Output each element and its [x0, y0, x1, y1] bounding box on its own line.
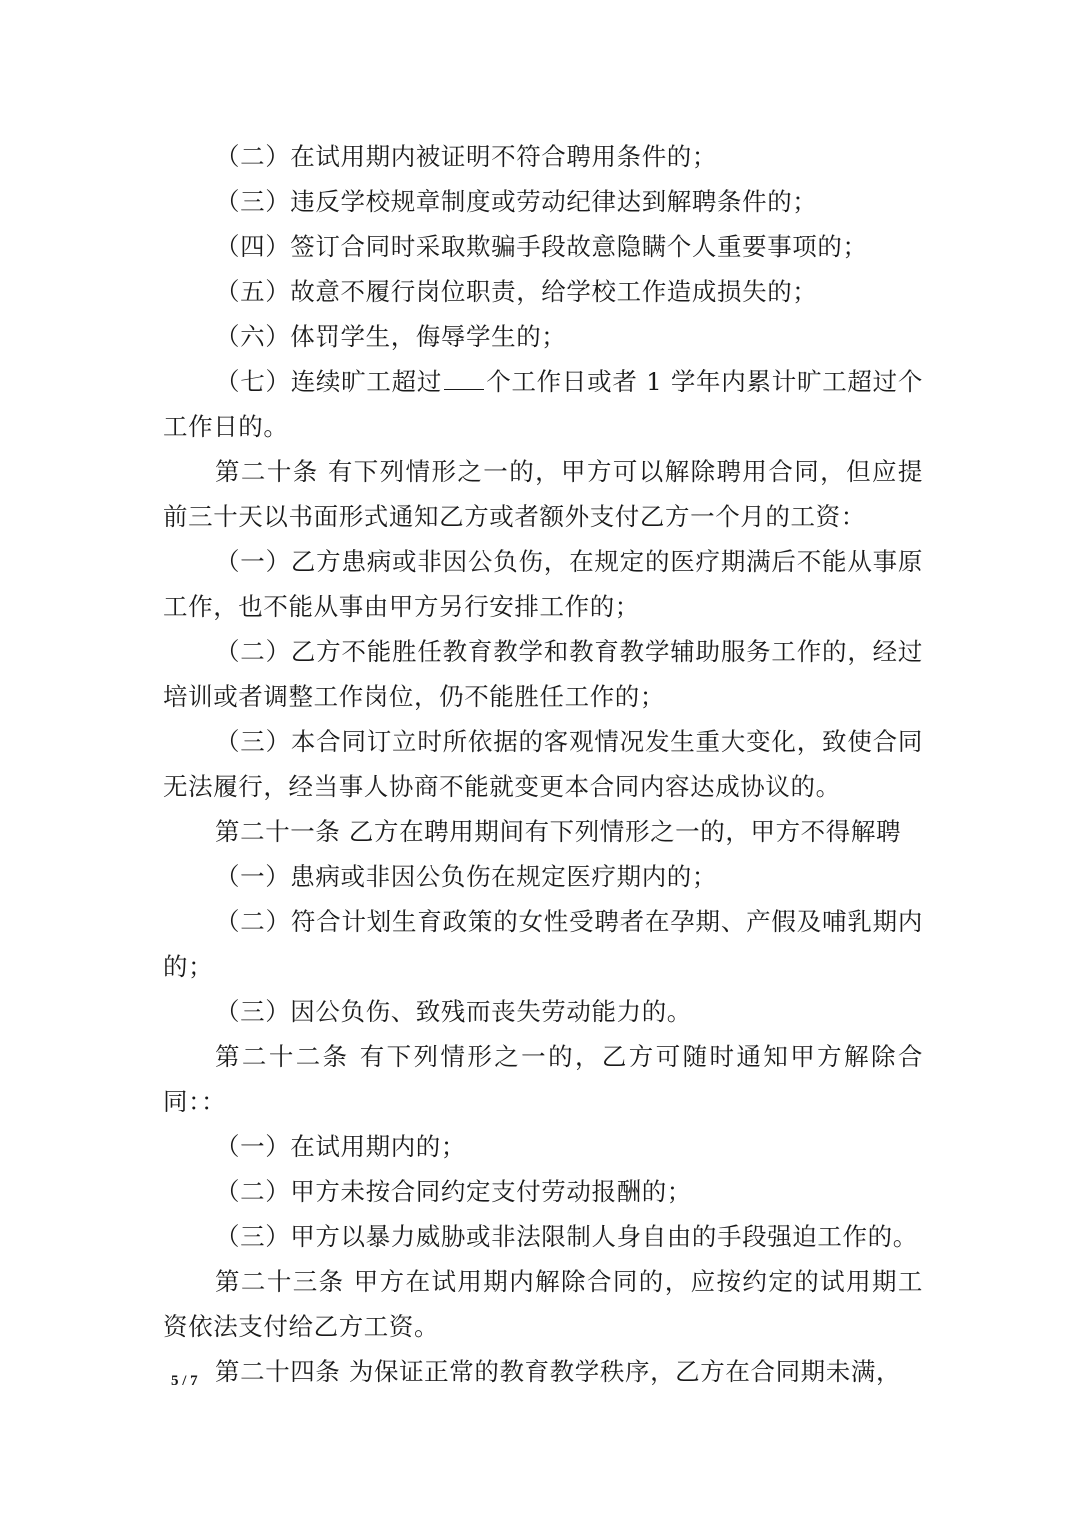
paragraph: （二）在试用期内被证明不符合聘用条件的；	[215, 142, 717, 171]
article-20-heading: 第二十条 有下列情形之一的，甲方可以解除聘用合同，但应提前三十天以书面形式通知乙方或者额外支付乙方一个月的工资：	[163, 457, 923, 531]
item-seven-text-before: （七）连续旷工超过	[215, 367, 443, 396]
paragraph: （五）故意不履行岗位职责，给学校工作造成损失的；	[215, 277, 818, 306]
paragraph: （一）在试用期内的；	[215, 1132, 466, 1161]
article-21-heading: 第二十一条 乙方在聘用期间有下列情形之一的，甲方不得解聘	[215, 817, 902, 846]
article-23-heading: 第二十三条 甲方在试用期内解除合同的，应按约定的试用期工资依法支付给乙方工资。	[163, 1267, 923, 1341]
paragraph-item-seven	[163, 359, 923, 449]
item-seven-text-after: 个工作日或者 1 学年内累计旷工超过个工作日的。	[163, 367, 923, 441]
paragraph: （四）签订合同时采取欺骗手段故意隐瞒个人重要事项的；	[215, 232, 868, 261]
paragraph: （三）甲方以暴力威胁或非法限制人身自由的手段强迫工作的。	[215, 1222, 918, 1251]
article-24-heading: 第二十四条 为保证正常的教育教学秩序，乙方在合同期未满，	[215, 1357, 902, 1386]
paragraph: （一）乙方患病或非因公负伤，在规定的医疗期满后不能从事原工作，也不能从事由甲方另行安排工作的；	[163, 547, 923, 621]
fill-in-blank	[444, 361, 484, 390]
page-number: 5 / 7	[171, 1373, 198, 1389]
document-body	[163, 134, 923, 1394]
paragraph: （三）因公负伤、致残而丧失劳动能力的。	[215, 997, 692, 1026]
paragraph: （三）本合同订立时所依据的客观情况发生重大变化，致使合同无法履行，经当事人协商不能就变更本合同内容达成协议的。	[163, 727, 923, 801]
paragraph: （二）符合计划生育政策的女性受聘者在孕期、产假及哺乳期内的；	[163, 907, 923, 981]
paragraph: （二）甲方未按合同约定支付劳动报酬的；	[215, 1177, 692, 1206]
paragraph: （二）乙方不能胜任教育教学和教育教学辅助服务工作的，经过培训或者调整工作岗位，仍不能胜任工作的；	[163, 637, 923, 711]
paragraph: （六）体罚学生，侮辱学生的；	[215, 322, 567, 351]
article-22-heading: 第二十二条 有下列情形之一的，乙方可随时通知甲方解除合同：：	[163, 1042, 923, 1116]
paragraph: （三）违反学校规章制度或劳动纪律达到解聘条件的；	[215, 187, 818, 216]
paragraph: （一）患病或非因公负伤在规定医疗期内的；	[215, 862, 717, 891]
